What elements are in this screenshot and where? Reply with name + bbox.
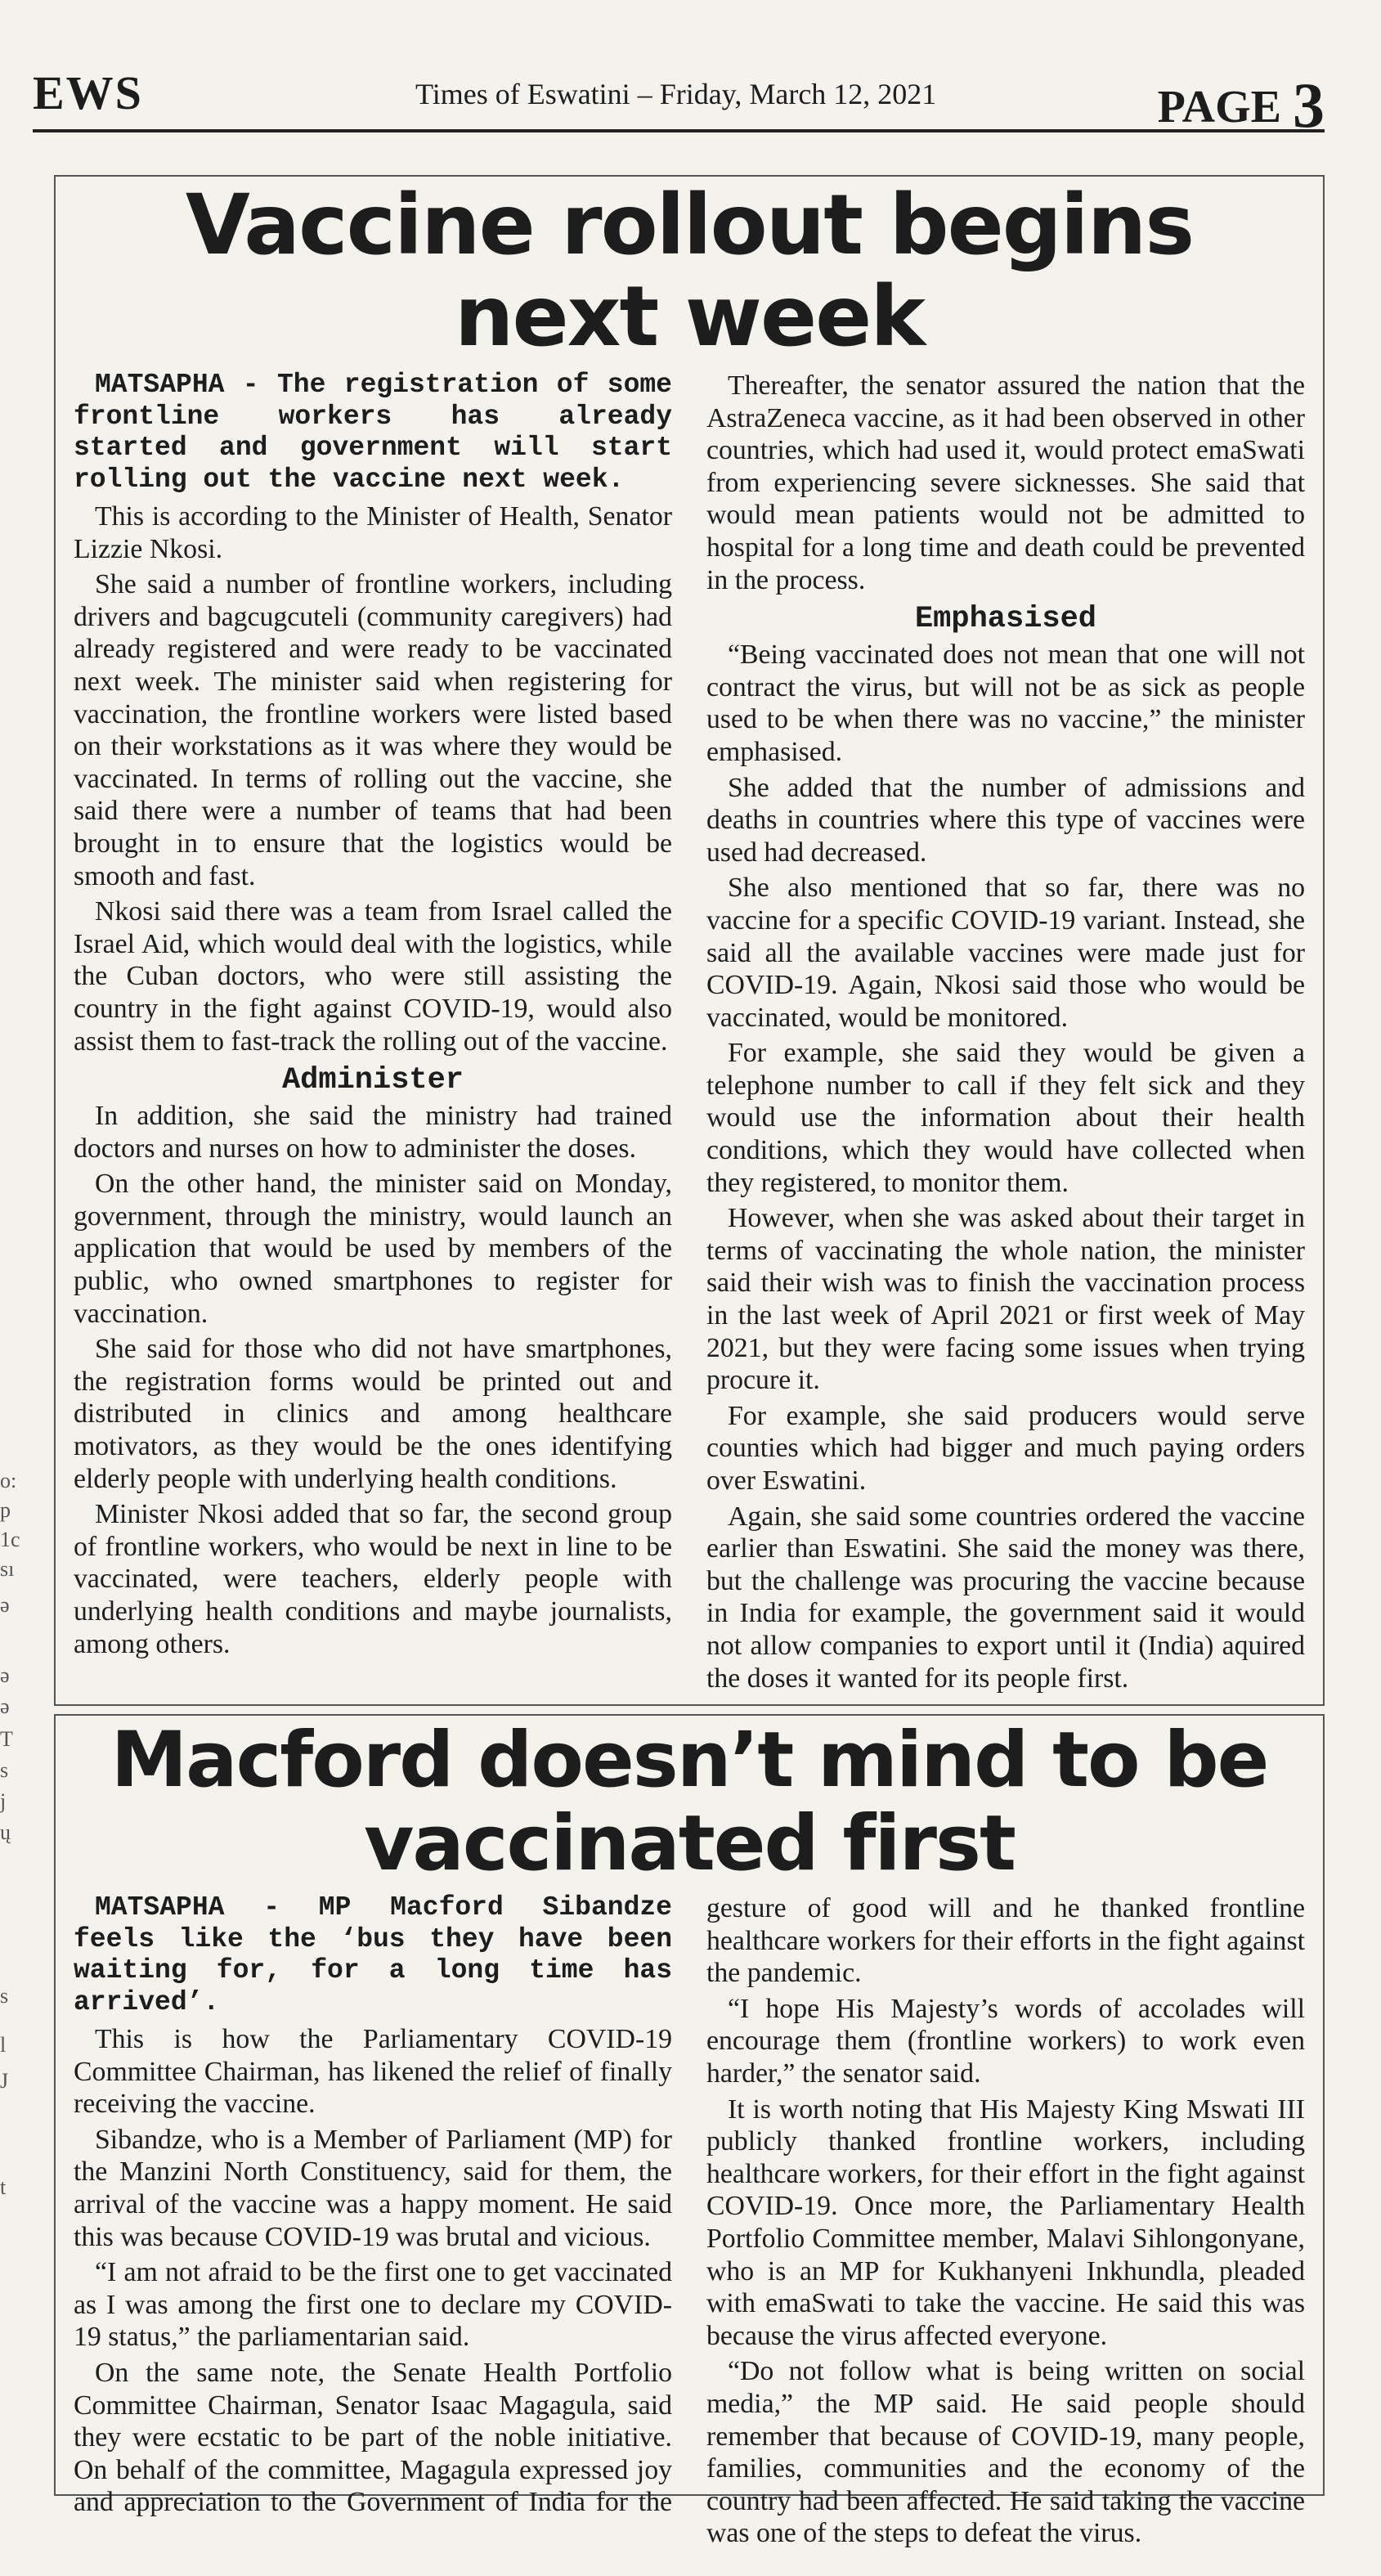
margin-fragment: o:	[0, 1469, 17, 1492]
margin-fragment: sı	[0, 1557, 15, 1581]
margin-fragment: ə	[0, 1593, 10, 1617]
margin-fragment: J	[0, 2069, 9, 2093]
paragraph: “Being vaccinated does not mean that one will not contract the virus, but will not be as sick as people used to be when there was no vaccine,” the minister emphasised.	[706, 640, 1305, 767]
paragraph: She said a number of frontline workers, including drivers and bagcugcuteli (community caregivers) had already registered and were ready to be vaccinated next week. The minister said when registering for vaccination, the frontline workers were listed based on their workstations as it was where they would be vaccinated. In terms of rolling out the vaccine, she said there were a number of teams that had been brought in to ensure that the logistics would be smooth and fast.	[74, 569, 672, 891]
masthead: Times of Eswatini – Friday, March 12, 2021	[415, 78, 937, 110]
paragraph: In addition, she said the ministry had trained doctors and nurses on how to administer the doses.	[74, 1101, 672, 1164]
article-headline: Vaccine rollout begins next week	[185, 177, 1194, 366]
paragraph: For example, she said they would be given a telephone number to call if they felt sick and they would use the information about their health conditions, which they would have collected when they registered, to monitor them.	[706, 1038, 1305, 1198]
page-number: 3	[1293, 70, 1325, 141]
margin-fragment: 1c	[0, 1528, 20, 1551]
paragraph: Again, she said some countries ordered the vaccine earlier than Eswatini. She said the money was there, but the challenge was procuring the vaccine because in India for example, the government said it would not allow companies to export until it (India) aquired the doses it wanted for its people first.	[706, 1501, 1305, 1694]
page-label: PAGE	[1157, 82, 1281, 132]
article-vaccine-rollout	[54, 175, 1325, 1706]
paragraph: Minister Nkosi added that so far, the second group of frontline workers, who would be next in line to be vaccinated, were teachers, elderly people with underlying health conditions and maybe journalists, among others.	[74, 1499, 672, 1659]
margin-fragment: ų	[0, 1820, 11, 1844]
margin-fragment: p	[0, 1498, 11, 1522]
paragraph: However, when she was asked about their target in terms of vaccinating the whole nation, the minister said their wish was to finish the vaccination process in the last week of April 2021 or first week of May 2021, but they were facing some issues when trying procure it.	[706, 1203, 1305, 1396]
article-lead: MATSAPHA - The registration of some frontline workers has already started and government will start rolling out the vaccine next week.	[74, 370, 672, 495]
paragraph: She also mentioned that so far, there was no vaccine for a specific COVID-19 variant. Instead, she said all the available vaccines were made just for COVID-19. Again, Nkosi said those who would be vaccinated, would be monitored.	[706, 873, 1305, 1033]
page-header	[33, 62, 1325, 141]
paragraph: On the same note, the Senate Health Portfolio Committee Chairman, Senator Isaac Magagula, said they were ecstatic to be part of the noble initiative. On behalf of the committee, Magagula expressed joy and appreciation to the Government of India for the gesture of good will and he thanked frontline healthcare workers for their efforts in the fight against the pandemic.	[74, 1893, 1305, 2518]
paragraph: Sibandze, who is a Member of Parliament (MP) for the Manzini North Constituency, said for them, the arrival of the vaccine was a happy moment. He said this was because COVID-19 was brutal and vicious.	[74, 2124, 672, 2252]
paragraph-group	[706, 639, 1305, 1694]
margin-fragment: T	[0, 1727, 13, 1751]
article-body	[74, 370, 1305, 1791]
paragraph: Nkosi said there was a team from Israel called the Israel Aid, which would deal with the logistics, while the Cuban doctors, who were still assisting the country in the fight against COVID-19, would also assist them to fast-track the rolling out of the vaccine.	[74, 896, 672, 1057]
article-body	[74, 1892, 1305, 2576]
margin-fragment: l	[0, 2033, 7, 2057]
article-macford	[54, 1714, 1325, 2549]
paragraph: This is how the Parliamentary COVID-19 Committee Chairman, has likened the relief of finally receiving the vaccine.	[74, 2024, 672, 2120]
paragraph: “I am not afraid to be the first one to get vaccinated as I was among the first one to declare my COVID-19 status,” the parliamentarian said.	[74, 2257, 672, 2353]
paragraph: She said for those who did not have smartphones, the registration forms would be printed out and distributed in clinics and among healthcare motivators, as they would be the ones identifying elderly people with underlying health conditions.	[74, 1334, 672, 1494]
subhead-emphasised: Emphasised	[914, 602, 1097, 637]
margin-fragment: ə	[0, 1694, 10, 1718]
paragraph: This is according to the Minister of Health, Senator Lizzie Nkosi.	[74, 501, 672, 564]
paragraph: It is worth noting that His Majesty King Mswati III publicly thanked frontline workers, including healthcare workers, for their effort in the fight against COVID-19. Once more, the Parliamentary Health Portfolio Committee member, Malavi Sihlongonyane, who is an MP for Kukhanyeni Inkhundla, pleaded with emaSwati to take the vaccine. He said this was because the virus affected everyone.	[706, 2094, 1305, 2351]
paragraph: “I hope His Majesty’s words of accolades will encourage them (frontline workers) to work even harder,” the senator said.	[706, 1993, 1305, 2089]
article-lead: MATSAPHA - MP Macford Sibandze feels like the ‘bus they have been waiting for, for a long time has arrived’.	[74, 1892, 672, 2017]
paragraph: She added that the number of admissions and deaths in countries where this type of vaccines were used had decreased.	[706, 772, 1305, 868]
margin-fragment: ə	[0, 1663, 10, 1687]
paragraph: For example, she said producers would serve counties which had bigger and much paying orders over Eswatini.	[706, 1400, 1305, 1496]
margin-fragment: s	[0, 1984, 9, 2008]
paragraph-group	[74, 500, 672, 1057]
margin-fragment: t	[0, 2175, 7, 2199]
paragraph: Thereafter, the senator assured the nation that the AstraZeneca vaccine, as it had been observed in other countries, which had used it, would protect emaSwati from experiencing severe sicknesses. She said that would mean patients would not be admitted to hospital for a long time and death could be prevented in the process.	[706, 370, 1305, 595]
paragraph: On the other hand, the minister said on Monday, government, through the ministry, would launch an application that would be used by members of the public, who owned smartphones to register for vaccination.	[74, 1169, 672, 1329]
subhead-administer: Administer	[281, 1063, 464, 1098]
page-indicator	[1157, 64, 1325, 141]
section-label: EWS	[33, 66, 143, 119]
margin-fragment: s	[0, 1758, 9, 1782]
margin-fragment: j	[0, 1789, 7, 1813]
article-headline: Macford doesn’t mind to be vaccinated first	[110, 1716, 1268, 1888]
paragraph: “Do not follow what is being written on social media,” the MP said. He said people should remember that because of COVID-19, many people, families, communities and the economy of the country had been affected. He said taking the vaccine was one of the steps to defeat the virus.	[706, 2356, 1305, 2549]
